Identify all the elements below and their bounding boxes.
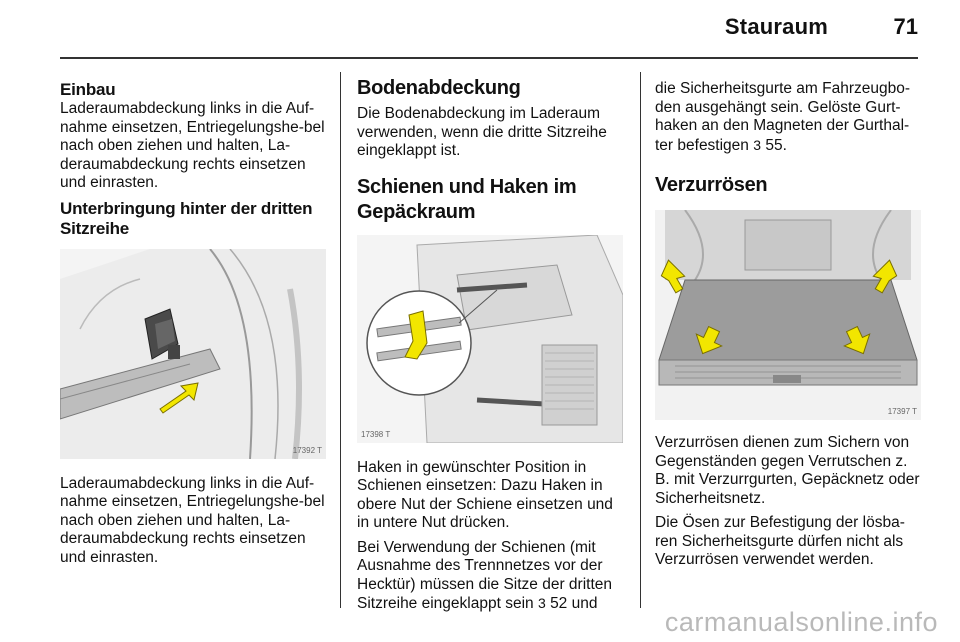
paragraph-schienen-hinweis: Bei Verwendung der Schienen (mit Ausnahme des Trennnetzes vor der Hecktür) müssen die Sitze der dritten Sitzreihe eingeklappt sein 3 52 und <box>357 538 612 612</box>
column-1 <box>60 72 326 573</box>
figure-rails-hooks <box>357 235 623 443</box>
column-divider-2 <box>640 72 641 608</box>
heading-bodenabdeckung: Bodenabdeckung <box>357 77 521 99</box>
header-divider <box>60 57 918 59</box>
paragraph-gurthaken: die Sicherheitsgurte am Fahrzeugbo-den ausgehängt sein. Gelöste Gurt-haken an den Magneten der Gurthal-ter befestigen 3 55. <box>655 80 911 154</box>
watermark: carmanualsonline.info <box>664 607 938 637</box>
column-divider-1 <box>340 72 341 608</box>
heading-unterbringung: Unterbringung hinter der dritten Sitzreihe <box>60 198 313 238</box>
figure-code: 17392 T <box>292 445 322 455</box>
page-number: 71 <box>893 14 918 39</box>
heading-schienen: Schienen und Haken im Gepäckraum <box>357 175 577 223</box>
figure-cargo-cover-storage <box>60 249 326 459</box>
figure-code: 17397 T <box>887 407 917 416</box>
figure-code: 17398 T <box>361 429 391 439</box>
heading-verzurroesen: Verzurrösen <box>655 174 768 196</box>
rails-hooks-illustration <box>357 235 623 443</box>
paragraph-einbau: Laderaumabdeckung links in die Auf-nahme einsetzen, Entriegelungshe-bel nach oben ziehen und halten, La-deraumabdeckung rechts einsetzen und einrasten. <box>60 100 325 191</box>
column-2 <box>357 72 623 620</box>
cargo-cover-storage-illustration <box>60 249 326 459</box>
paragraph-unterbringung: Laderaumabdeckung links in die Auf-nahme einsetzen, Entriegelungshe-bel nach oben ziehen und halten, La-deraumabdeckung rechts einsetzen und einrasten. <box>60 474 325 566</box>
column-3 <box>655 72 921 576</box>
page-title: Stauraum <box>724 14 828 39</box>
paragraph-verzurroesen: Verzurrösen dienen zum Sichern von Gegenständen gegen Verrutschen z. B. mit Verzurrgurten, Gepäcknetz oder Sicherheitsnetz. <box>655 434 920 507</box>
figure-tie-down-loops <box>655 210 921 420</box>
page-reference-icon: 3 <box>537 595 546 611</box>
paragraph-haken: Haken in gewünschter Position in Schienen einsetzen: Dazu Haken in obere Nut der Schiene einsetzen und in untere Nut drücken. <box>357 458 613 531</box>
page-reference-icon: 3 <box>753 136 762 153</box>
heading-einbau: Einbau <box>60 80 116 99</box>
tie-down-loops-illustration <box>655 210 921 420</box>
paragraph-bodenabdeckung: Die Bodenabdeckung im Laderaum verwenden, wenn die dritte Sitzreihe eingeklappt ist. <box>357 105 607 159</box>
paragraph-oesen-hinweis: Die Ösen zur Befestigung der lösba-ren Sicherheitsgurte dürfen nicht als Verzurrösen verwendet werden. <box>655 514 905 568</box>
